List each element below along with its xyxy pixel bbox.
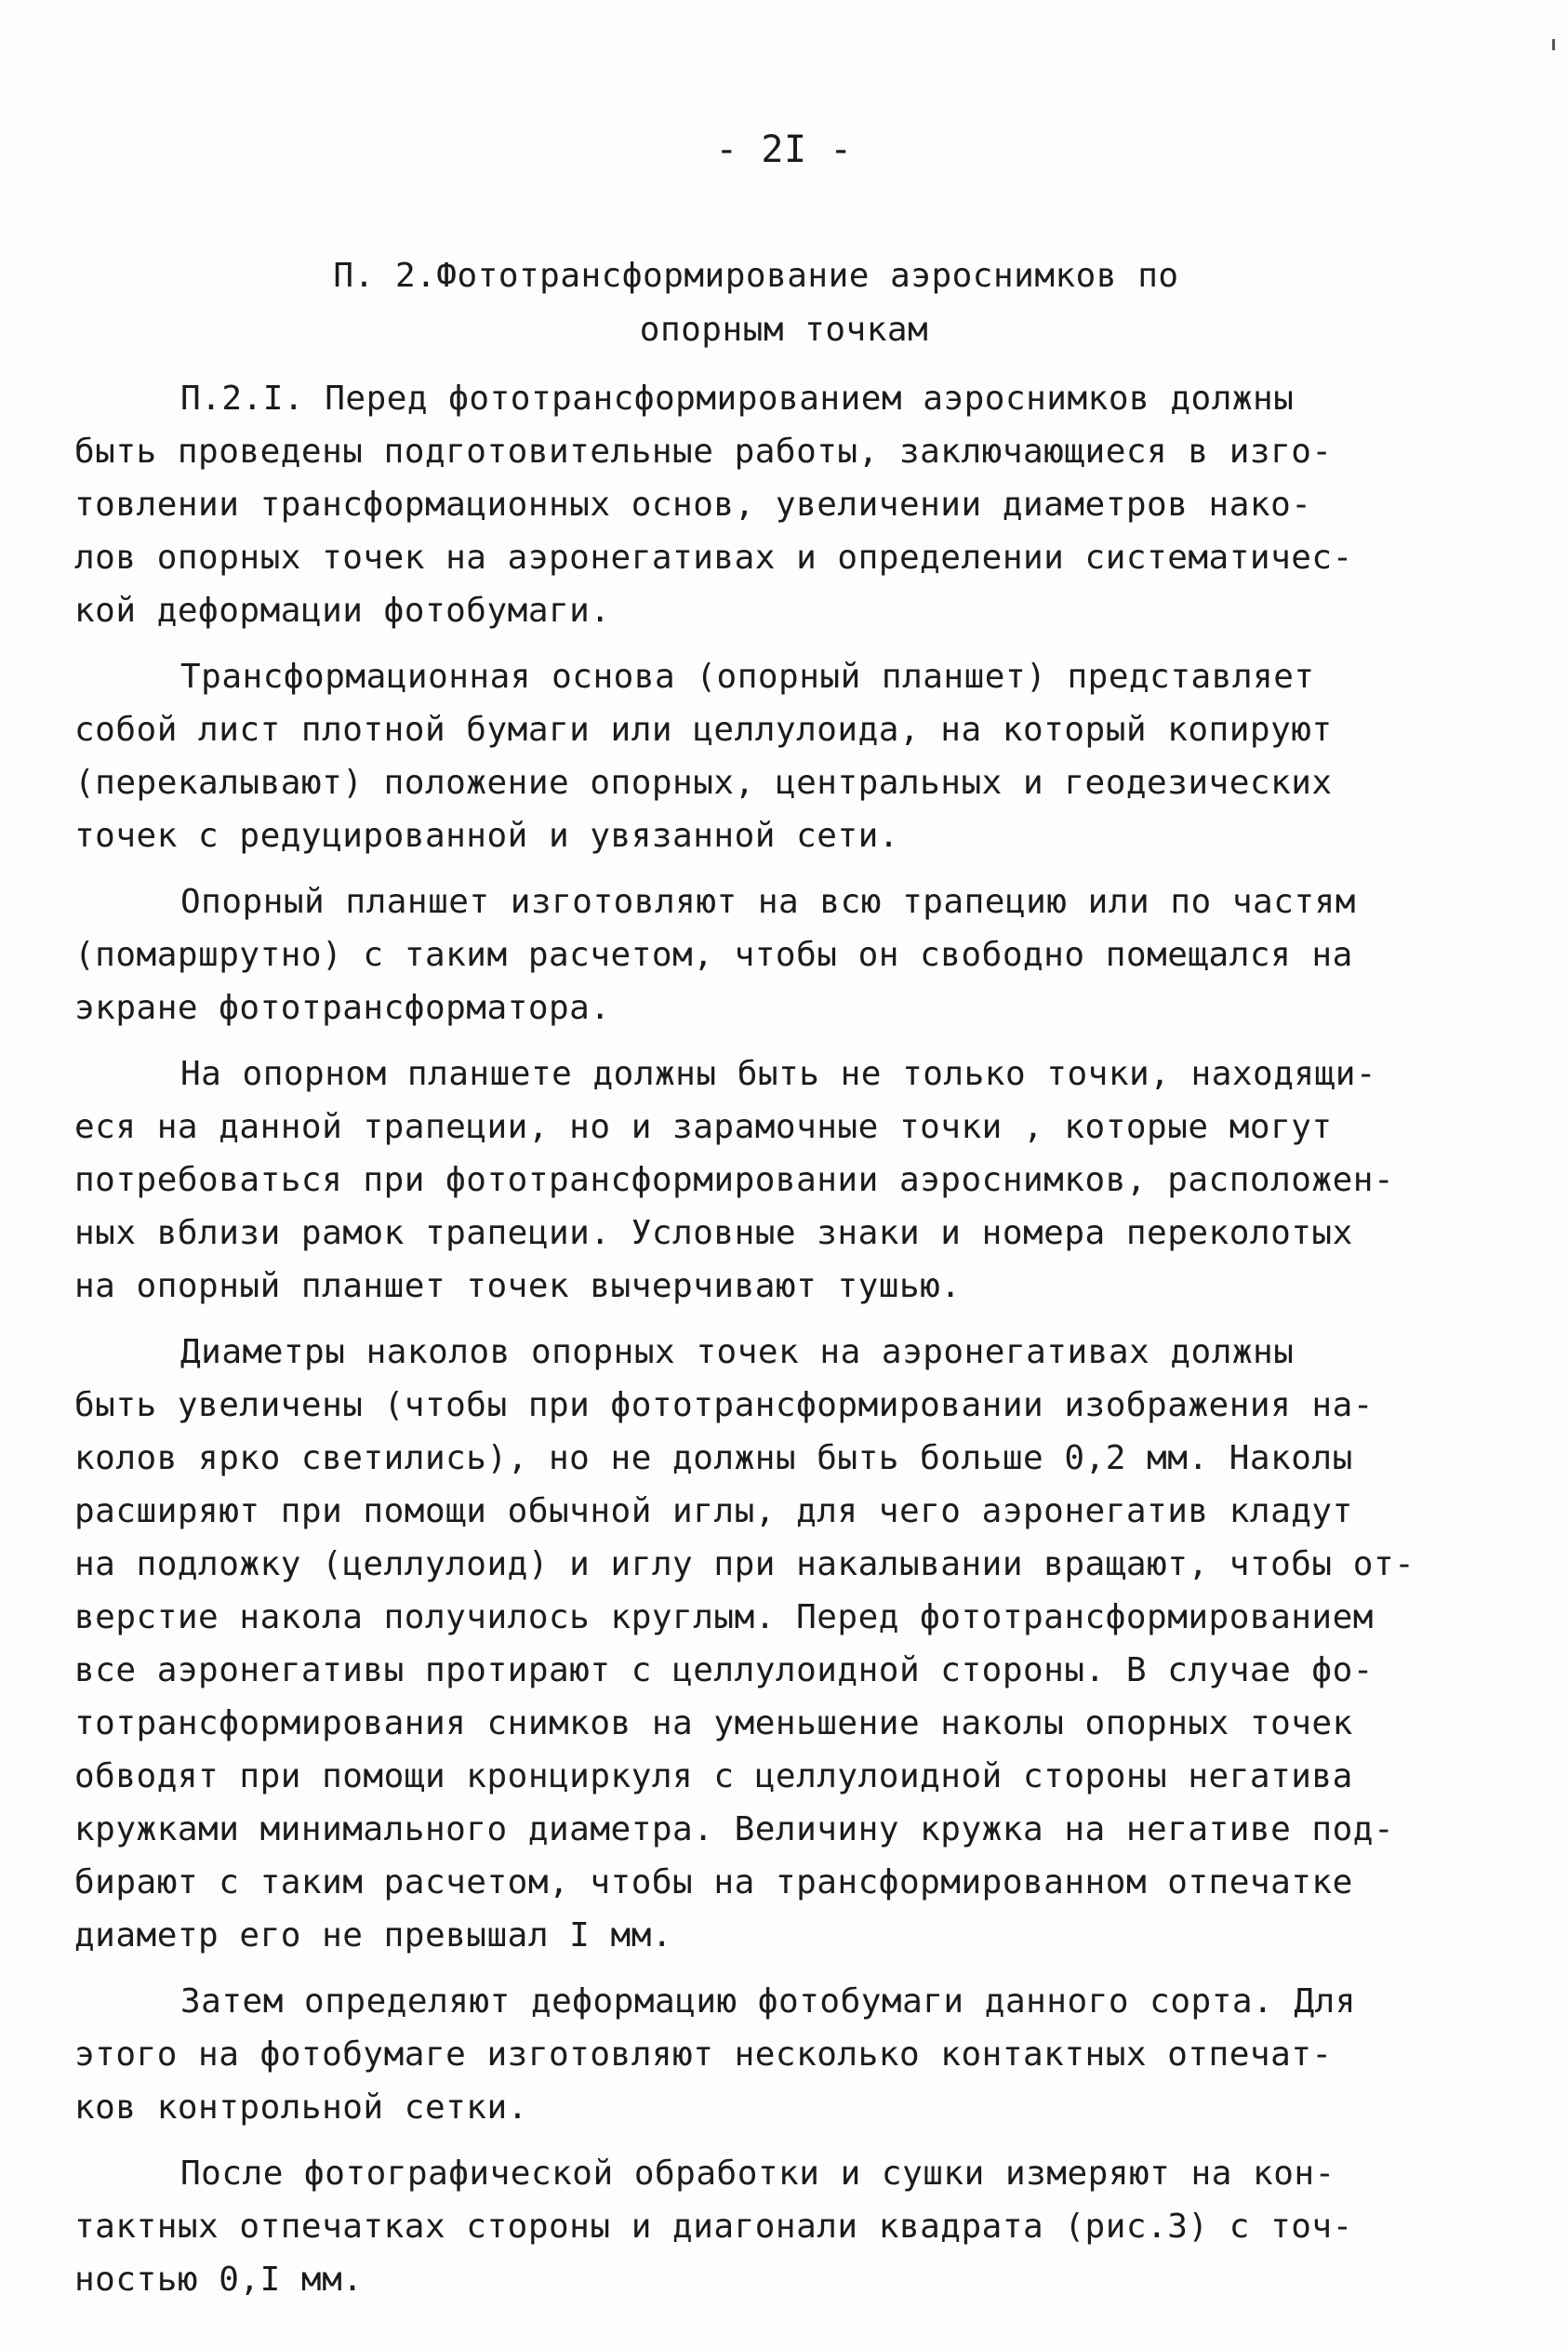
- paragraph: [74, 875, 1442, 1034]
- text-line: Опорный планшет изготовляют на всю трапецию или по частям: [180, 883, 1356, 921]
- heading-line: опорным точкам: [639, 311, 929, 349]
- scan-mark: [1552, 39, 1555, 50]
- text-line: (перекалывают) положение опорных, центральных и геодезических: [74, 764, 1333, 802]
- text-line: ков контрольной сетки.: [74, 2088, 528, 2127]
- text-line: Трансформационная основа (опорный планшет) представляет: [180, 658, 1315, 696]
- body-text: [74, 372, 1442, 2319]
- heading-line: П. 2.Фототрансформирование аэроснимков по: [333, 257, 1179, 295]
- text-line: тактных отпечатках стороны и диагонали квадрата (рис.3) с точ-: [74, 2208, 1353, 2246]
- paragraph: [74, 2147, 1442, 2306]
- text-line: на опорный планшет точек вычерчивают тушью.: [74, 1267, 962, 1305]
- text-line: колов ярко светились), но не должны быть больше 0,2 мм. Наколы: [74, 1439, 1353, 1477]
- text-line: тотрансформирования снимков на уменьшение наколы опорных точек: [74, 1704, 1353, 1742]
- text-line: верстие накола получилось круглым. Перед фототрансформированием: [74, 1598, 1374, 1636]
- text-line: быть проведены подготовительные работы, заключающиеся в изго-: [74, 433, 1333, 471]
- paragraph: [74, 372, 1442, 637]
- text-line: точек с редуцированной и увязанной сети.: [74, 817, 899, 855]
- section-heading: [0, 249, 1568, 357]
- text-line: диаметр его не превышал I мм.: [74, 1916, 673, 1954]
- paragraph: [74, 1326, 1442, 1962]
- text-line: этого на фотобумаге изготовляют несколько контактных отпечат-: [74, 2035, 1333, 2074]
- paragraph: [74, 650, 1442, 862]
- text-line: расширяют при помощи обычной иглы, для чего аэронегатив кладут: [74, 1492, 1353, 1530]
- text-line: еся на данной трапеции, но и зарамочные точки , которые могут: [74, 1108, 1333, 1146]
- text-line: (помаршрутно) с таким расчетом, чтобы он свободно помещался на: [74, 936, 1353, 974]
- text-line: На опорном планшете должны быть не только точки, находящи-: [180, 1055, 1377, 1093]
- text-line: потребоваться при фототрансформировании аэроснимков, расположен-: [74, 1161, 1395, 1199]
- text-line: После фотографической обработки и сушки измеряют на кон-: [180, 2155, 1335, 2193]
- text-line: ностью 0,I мм.: [74, 2261, 364, 2299]
- text-line: на подложку (целлулоид) и иглу при накалывании вращают, чтобы от-: [74, 1545, 1415, 1583]
- text-line: все аэронегативы протирают с целлулоидной стороны. В случае фо-: [74, 1651, 1374, 1689]
- page-number: - 2I -: [715, 128, 853, 171]
- text-line: кой деформации фотобумаги.: [74, 592, 611, 630]
- paragraph: [74, 1047, 1442, 1313]
- text-line: ных вблизи рамок трапеции. Условные знаки и номера переколотых: [74, 1214, 1353, 1252]
- text-line: Диаметры наколов опорных точек на аэронегативах должны: [180, 1333, 1295, 1371]
- text-line: П.2.I. Перед фототрансформированием аэроснимков должны: [180, 380, 1295, 418]
- text-line: экране фототрансформатора.: [74, 989, 611, 1027]
- text-line: обводят при помощи кронциркуля с целлулоидной стороны негатива: [74, 1757, 1353, 1795]
- text-line: товлении трансформационных основ, увеличении диаметров нако-: [74, 486, 1312, 524]
- text-line: собой лист плотной бумаги или целлулоида, на который копируют: [74, 711, 1333, 749]
- text-line: быть увеличены (чтобы при фототрансформировании изображения на-: [74, 1386, 1374, 1424]
- text-line: бирают с таким расчетом, чтобы на трансформированном отпечатке: [74, 1863, 1353, 1901]
- text-line: Затем определяют деформацию фотобумаги данного сорта. Для: [180, 1982, 1356, 2021]
- text-line: лов опорных точек на аэронегативах и определении систематичес-: [74, 539, 1353, 577]
- paragraph: [74, 1975, 1442, 2134]
- text-line: кружками минимального диаметра. Величину кружка на негативе под-: [74, 1810, 1395, 1848]
